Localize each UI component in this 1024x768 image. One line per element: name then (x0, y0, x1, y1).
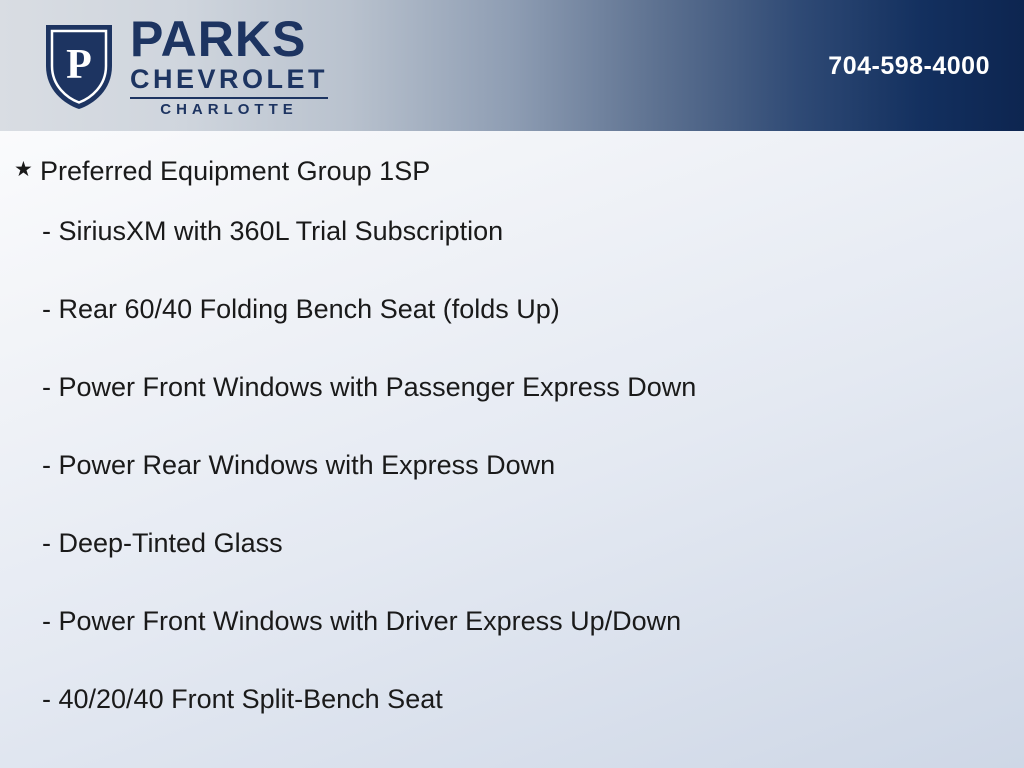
equipment-group-title: Preferred Equipment Group 1SP (40, 156, 431, 186)
svg-text:P: P (66, 41, 92, 88)
dealer-logo (42, 10, 329, 118)
list-item: - Rear 60/40 Folding Bench Seat (folds Up) (42, 294, 560, 324)
shield-icon (42, 20, 116, 112)
header-banner (0, 0, 1024, 131)
list-item: - 40/20/40 Front Split-Bench Seat (42, 684, 443, 714)
dealer-phone[interactable]: 704-598-4000 (828, 52, 990, 80)
list-item: - Power Front Windows with Driver Express Up/Down (42, 606, 682, 636)
list-item (0, 155, 1024, 187)
list-item: - Deep-Tinted Glass (42, 528, 283, 558)
logo-divider (130, 97, 328, 99)
feature-list (0, 131, 1024, 768)
logo-wordmark (130, 10, 329, 118)
star-bullet-icon: ★ (14, 158, 33, 181)
logo-brand: PARKS (130, 10, 307, 67)
list-item: - Power Front Windows with Passenger Express Down (42, 372, 697, 402)
logo-city: CHARLOTTE (160, 100, 298, 118)
logo-sub-brand: CHEVROLET (130, 63, 329, 94)
list-item: - Power Rear Windows with Express Down (42, 450, 556, 480)
list-item: - SiriusXM with 360L Trial Subscription (42, 216, 504, 246)
